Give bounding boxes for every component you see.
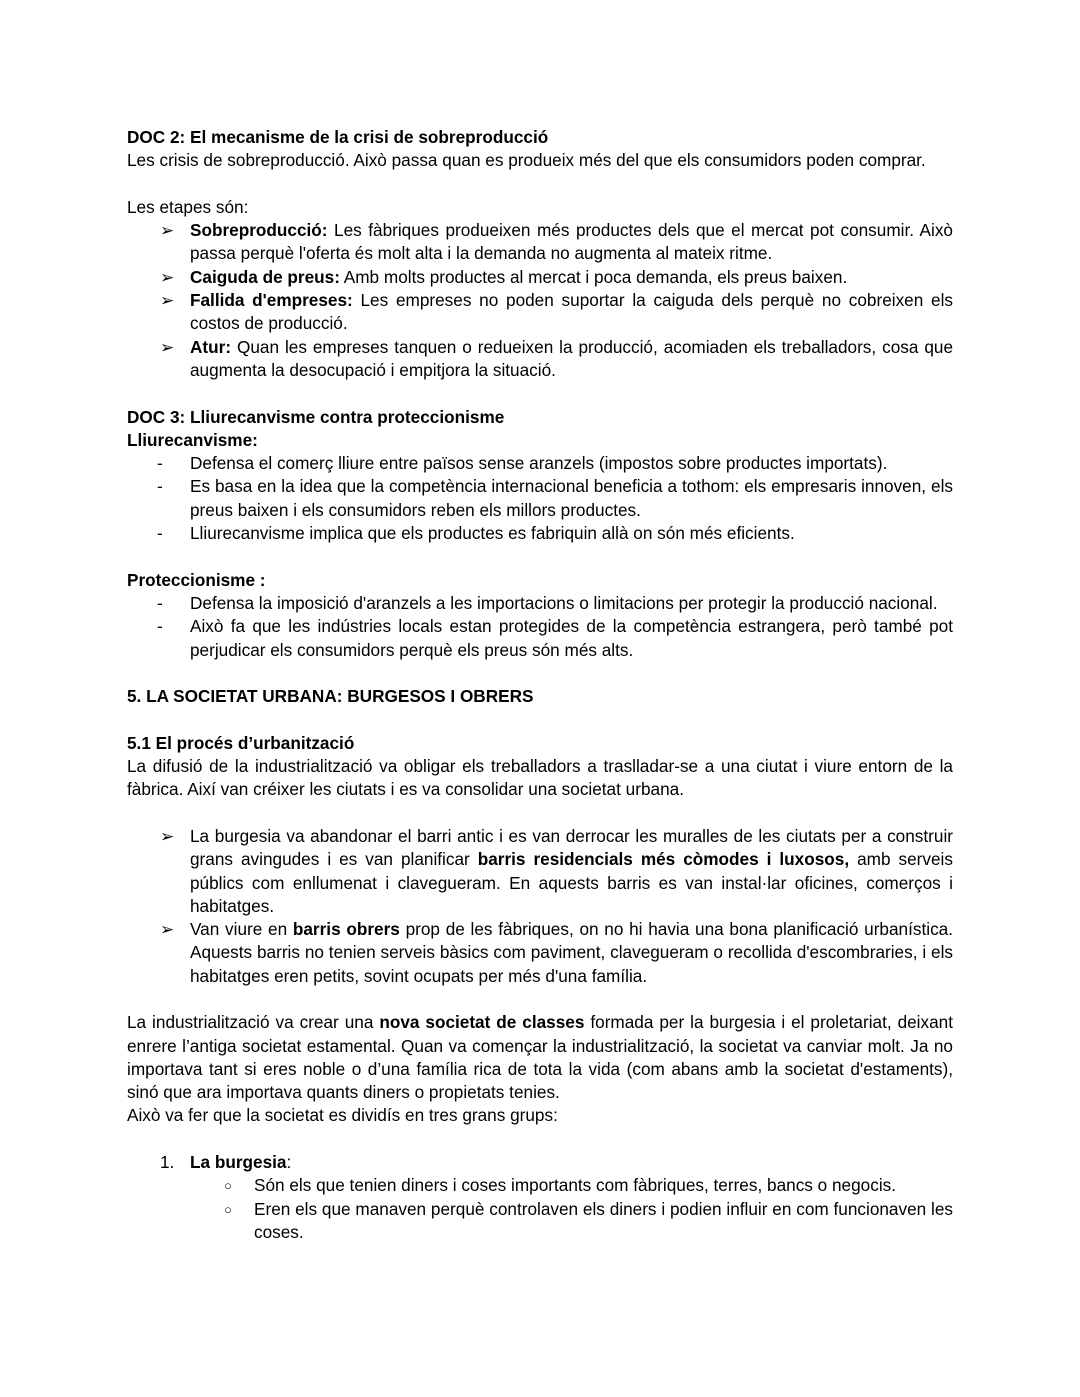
lliurecanvisme-list <box>127 452 953 545</box>
societat-classes-paragraph: La industrialització va crear una nova societat de classes formada per la burgesia i el proletariat, deixant enrere l’antiga societat estamental. Quan va començar la industrialització, la societat va canviar molt. Ja no importava tant si eres noble o d’una família rica de tota la vida (com abans amb la societat d'estaments), sinó que ara importava quants diners o propietats tenies. <box>127 1012 953 1103</box>
arrow-bullet-icon: ➢ <box>160 825 175 846</box>
urbanitzacio-list <box>127 825 953 988</box>
doc2-steps-label: Les etapes són: <box>127 196 249 217</box>
burgesia-list <box>127 1174 953 1244</box>
list-item: ➢ Caiguda de preus: Amb molts productes al mercat i poca demanda, els preus baixen. <box>127 266 953 289</box>
doc2-title: DOC 2: El mecanisme de la crisi de sobreproducció <box>127 127 549 147</box>
list-item: ➢ Sobreproducció: Les fàbriques produeixen més productes dels que el mercat pot consumir. Això passa perquè l'oferta és molt alta i la demanda no augmenta al mateix ritme. <box>160 220 953 264</box>
list-item: - Es basa en la idea que la competència internacional beneficia a tothom: els empresaris innoven, els preus baixen i els consumidors reben els millors productes. <box>157 476 953 520</box>
arrow-bullet-icon: ➢ <box>160 266 175 287</box>
arrow-bullet-icon: ➢ <box>160 290 175 311</box>
dash-bullet-icon: - <box>157 453 163 474</box>
dash-bullet-icon: - <box>157 523 163 544</box>
list-item: ➢ La burgesia va abandonar el barri antic i es van derrocar les muralles de les ciutats per a construir grans avingudes i es van planificar barris residencials més còmodes i luxosos, amb serveis públics com enllumenat i clavegueram. En aquests barris es van instal·lar oficines, comerços i habitatges. <box>160 825 953 916</box>
circle-bullet-icon: ○ <box>224 1178 232 1194</box>
list-item: - Això fa que les indústries locals estan protegides de la competència estrangera, però també pot perjudicar els consumidors perquè els preus són més alts. <box>157 616 953 660</box>
list-item: ➢ Atur: Quan les empreses tanquen o redueixen la producció, acomiaden els treballadors, cosa que augmenta la desocupació i empitjora la situació. <box>160 336 953 380</box>
circle-bullet-icon: ○ <box>224 1201 232 1217</box>
arrow-bullet-icon: ➢ <box>160 919 175 940</box>
dash-bullet-icon: - <box>157 476 163 497</box>
doc2-steps-list <box>127 219 953 382</box>
doc3-title: DOC 3: Lliurecanvisme contra proteccionisme <box>127 406 505 427</box>
list-number: 1. <box>160 1152 175 1173</box>
arrow-bullet-icon: ➢ <box>160 336 175 357</box>
proteccionisme-list <box>127 592 953 662</box>
dash-bullet-icon: - <box>157 616 163 637</box>
urbanitzacio-intro: La difusió de la industrialització va obligar els treballadors a traslladar-se a una ciutat i viure entorn de la fàbrica. Així van créixer les ciutats i es va consolidar una societat urbana. <box>127 756 953 800</box>
lliurecanvisme-title: Lliurecanvisme: <box>127 429 258 450</box>
doc2-intro: Les crisis de sobreproducció. Això passa quan es produeix més del que els consumidors poden comprar. <box>127 150 926 171</box>
proteccionisme-title: Proteccionisme : <box>127 569 266 590</box>
list-item: ○ Són els que tenien diners i coses importants com fàbriques, terres, bancs o negocis. <box>127 1174 953 1197</box>
list-item: ○ Eren els que manaven perquè controlaven els diners i podien influir en com funcionaven les coses. <box>224 1198 953 1242</box>
section5-title: 5. LA SOCIETAT URBANA: BURGESOS I OBRERS <box>127 686 534 707</box>
arrow-bullet-icon: ➢ <box>160 220 175 241</box>
dash-bullet-icon: - <box>157 592 163 613</box>
document-page <box>127 126 953 1244</box>
list-item: - Lliurecanvisme implica que els productes es fabriquin allà on són més eficients. <box>127 522 953 545</box>
list-item: - Defensa la imposició d'aranzels a les importacions o limitacions per protegir la producció nacional. <box>127 592 953 615</box>
list-item: ➢ Fallida d'empreses: Les empreses no poden suportar la caiguda dels perquè no cobreixen els costos de producció. <box>160 290 954 334</box>
groups-intro: Això va fer que la societat es dividís en tres grans grups: <box>127 1105 558 1126</box>
list-item: - Defensa el comerç lliure entre països sense aranzels (impostos sobre productes importats). <box>127 452 953 475</box>
group-burgesia: 1. La burgesia: <box>127 1151 953 1174</box>
section5-1-title: 5.1 El procés d’urbanització <box>127 732 355 753</box>
list-item: ➢ Van viure en barris obrers prop de les fàbriques, on no hi havia una bona planificació urbanística. Aquests barris no tenien serveis bàsics com paviment, clavegueram o recollida d'escombraries, i els habitatges eren petits, sovint ocupats per més d'una família. <box>160 919 953 986</box>
